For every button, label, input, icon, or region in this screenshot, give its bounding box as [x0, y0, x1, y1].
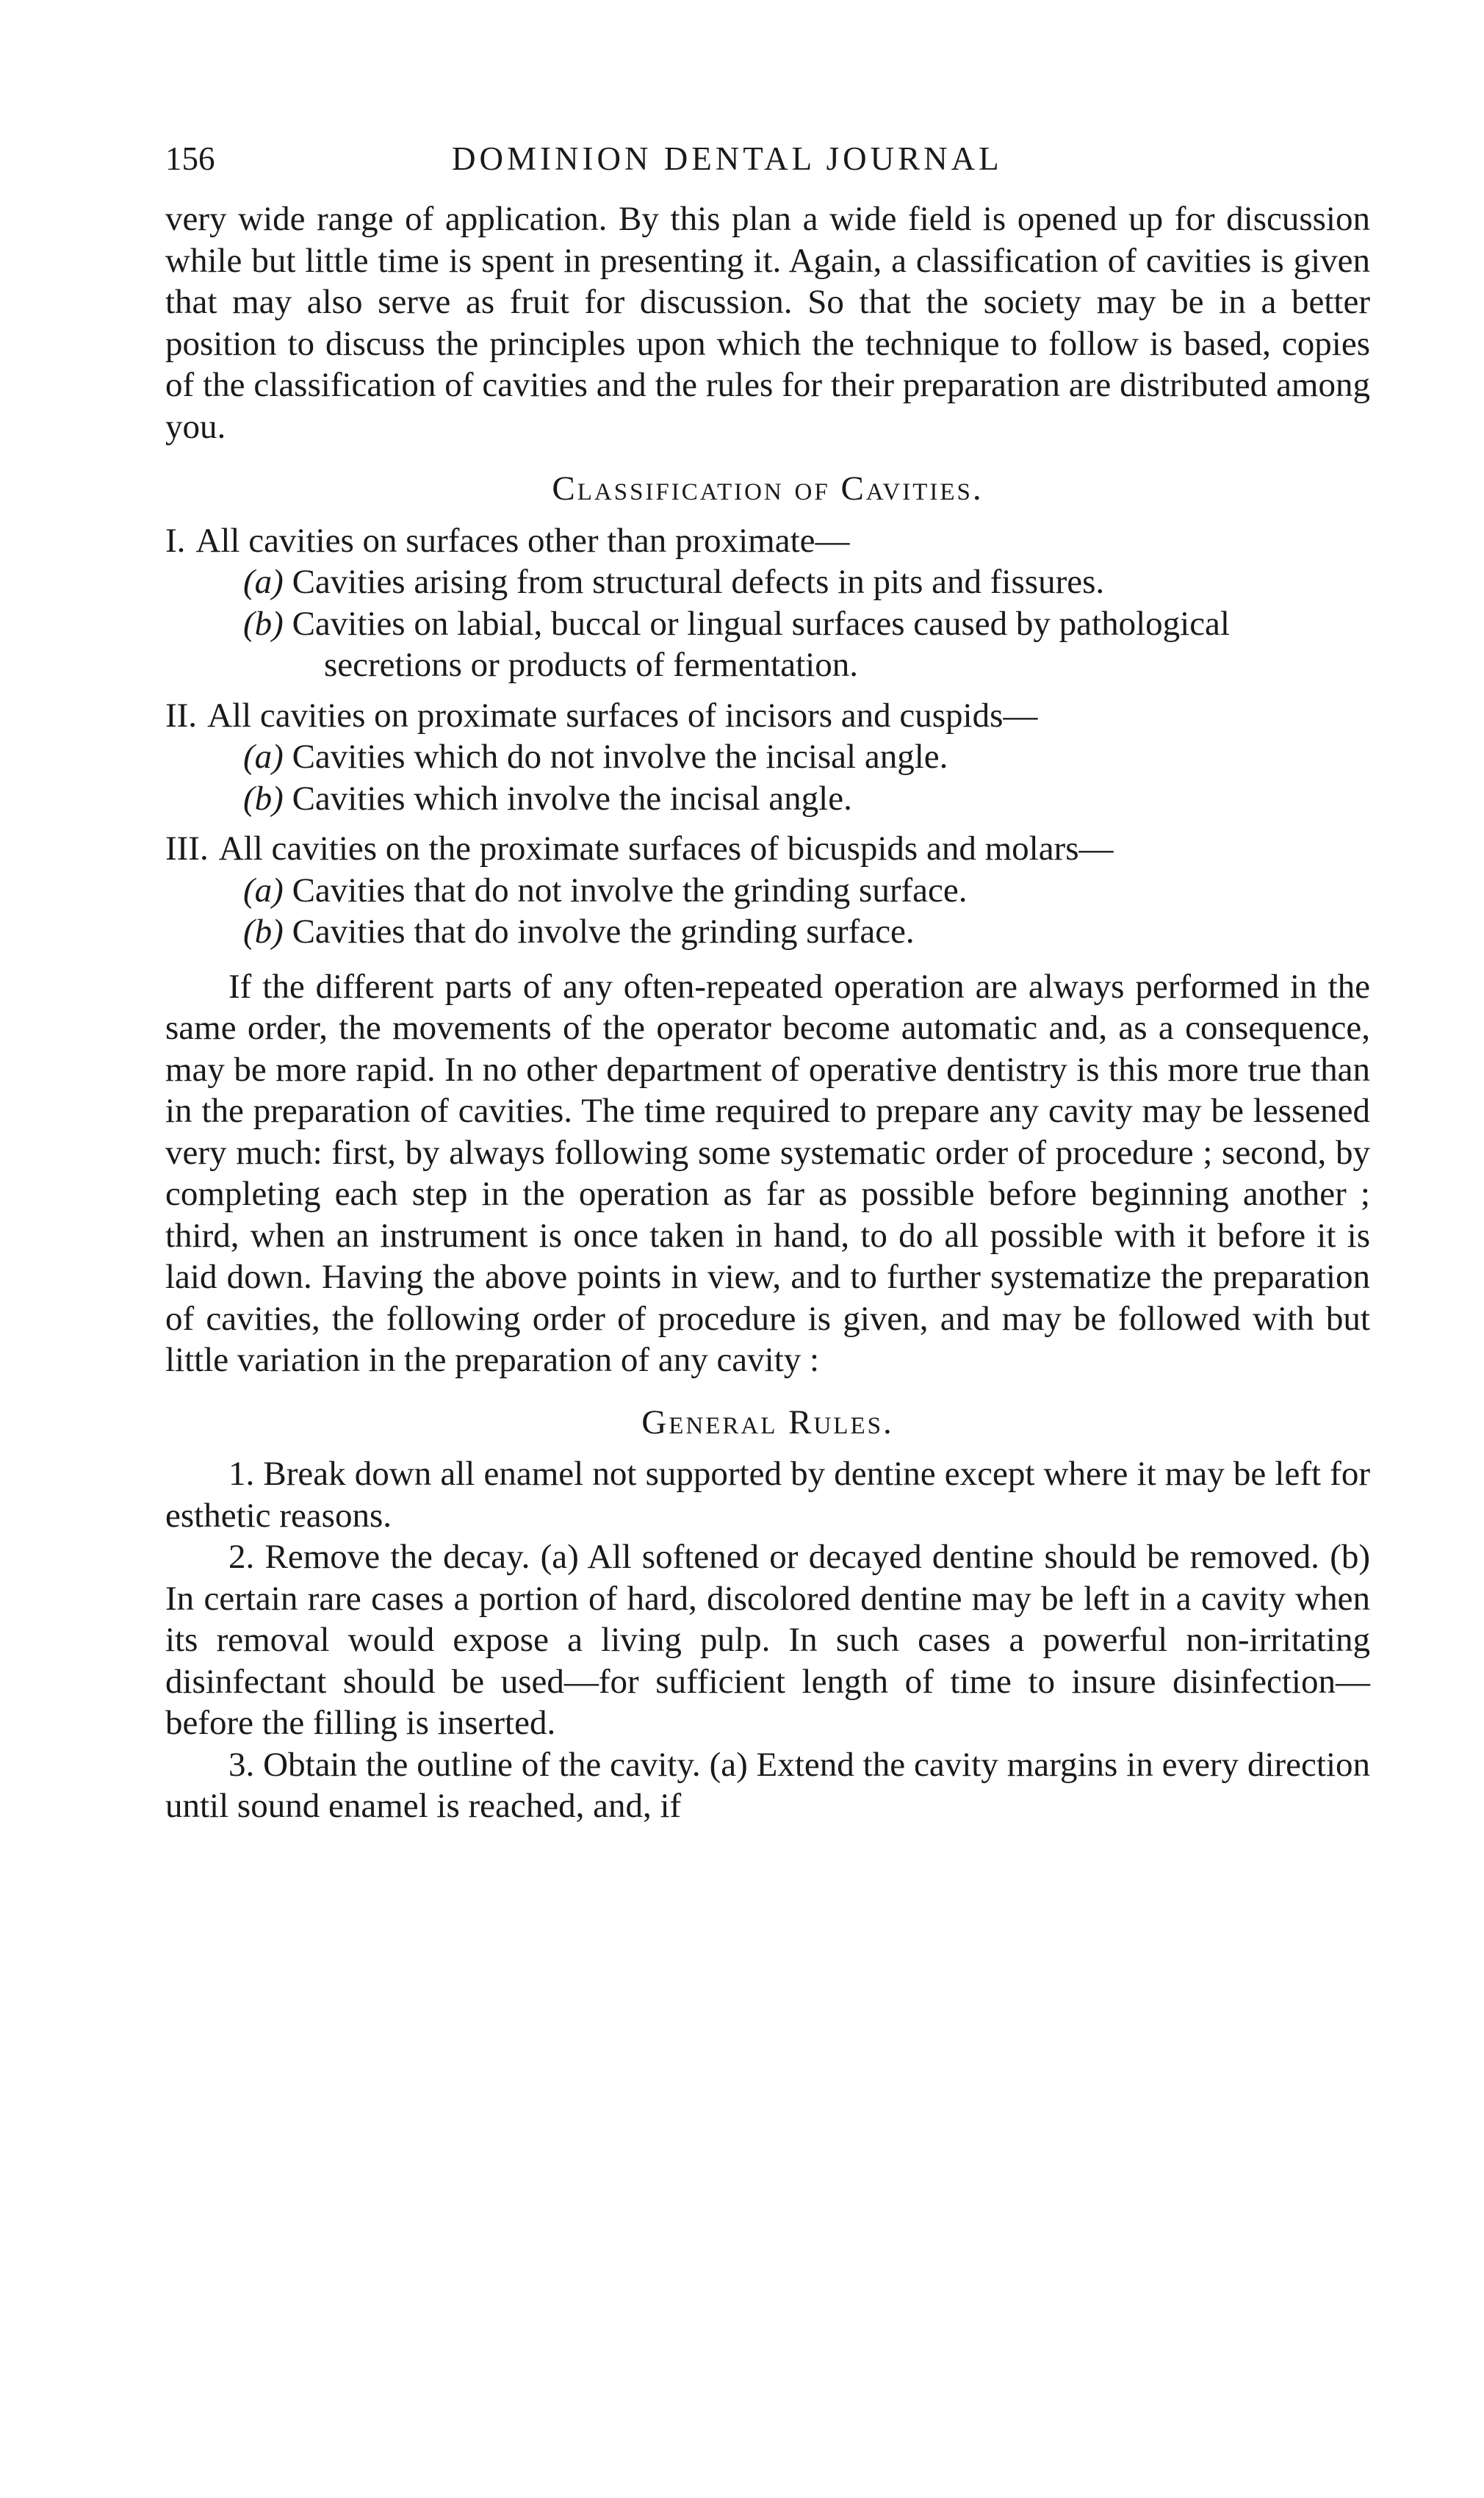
sub-item-label: (a) [243, 563, 284, 601]
sub-item-label: (a) [243, 738, 284, 776]
class-numeral: III. [165, 829, 209, 868]
sub-item [165, 778, 1370, 820]
procedure-paragraph: If the different parts of any often-repeated operation are always performed in the same order, the movements of the operator become automatic and, as a consequence, may be more rapid. In no other department of operative dentistry is this more true than in the preparation of cavities. The time required to prepare any cavity may be lessened very much: first, by always following some systematic order of procedure ; second, by completing each step in the operation as far as possible before beginning another ; third, when an instrument is once taken in hand, to do all possible with it before it is laid down. Having the above points in view, and to further systematize the preparation of cavities, the following order of procedure is given, and may be followed with but little variation in the preparation of any cavity : [165, 967, 1370, 1379]
class-title [165, 695, 1370, 737]
class-numeral: II. [165, 696, 198, 735]
sub-item-label: (b) [243, 913, 284, 951]
rule-paragraph: 2. Remove the decay. (a) All softened or decayed dentine should be removed. (b) In certain rare cases a portion of hard, discolored dentine may be left in a cavity when its removal would expose a living pulp. In such cases a powerful non-irritating disinfectant should be used—for sufficient length of time to insure disinfection—before the filling is inserted. [165, 1538, 1370, 1742]
sub-item-label: (b) [243, 604, 284, 643]
sub-item-text: Cavities on labial, buccal or lingual surfaces caused by pathological secretions or products of fermentation. [292, 604, 1230, 684]
class-block-2 [165, 695, 1370, 820]
class-title-text: All cavities on surfaces other than proximate— [195, 521, 850, 560]
rule-paragraph: 3. Obtain the outline of the cavity. (a) Extend the cavity margins in every direction until sound enamel is reached, and, if [165, 1745, 1370, 1825]
sub-item [165, 736, 1370, 778]
intro-paragraph: very wide range of application. By this plan a wide field is opened up for discussion while but little time is spent in presenting it. Again, a classification of cavities is given that may also serve as fruit for discussion. So that the society may be in a better position to discuss the principles upon which the technique to follow is based, copies of the classification of cavities and the rules for their preparation are distributed among you. [165, 200, 1370, 446]
sub-item-text: Cavities arising from structural defects in pits and fissures. [292, 563, 1105, 601]
sub-item [165, 911, 1370, 953]
body-text [165, 198, 1370, 1827]
sub-item-label: (a) [243, 871, 284, 910]
running-head [165, 140, 1370, 198]
class-title-text: All cavities on proximate surfaces of incisors and cuspids— [207, 696, 1038, 735]
classification-heading: Classification of Cavities. [552, 469, 984, 508]
class-block-1 [165, 520, 1370, 686]
page-number: 156 [165, 140, 215, 177]
class-numeral: I. [165, 521, 186, 560]
sub-item [165, 561, 1370, 603]
sub-item [165, 870, 1370, 912]
sub-item [165, 603, 1370, 686]
rule-paragraph: 1. Break down all enamel not supported by dentine except where it may be left for esthetic reasons. [165, 1455, 1370, 1535]
sub-item-text: Cavities that do not involve the grinding surface. [292, 871, 968, 910]
sub-item-text: Cavities which involve the incisal angle. [292, 779, 852, 818]
document-page [165, 140, 1370, 1827]
class-title [165, 828, 1370, 870]
general-rules-heading: General Rules. [641, 1403, 894, 1441]
journal-title: DOMINION DENTAL JOURNAL [452, 140, 1003, 177]
class-title [165, 520, 1370, 562]
class-block-3 [165, 828, 1370, 953]
sub-item-text: Cavities which do not involve the incisal angle. [292, 738, 948, 776]
spacer [165, 953, 1370, 966]
sub-item-text: Cavities that do involve the grinding surface. [292, 913, 915, 951]
sub-item-label: (b) [243, 779, 284, 818]
class-title-text: All cavities on the proximate surfaces of bicuspids and molars— [218, 829, 1114, 868]
